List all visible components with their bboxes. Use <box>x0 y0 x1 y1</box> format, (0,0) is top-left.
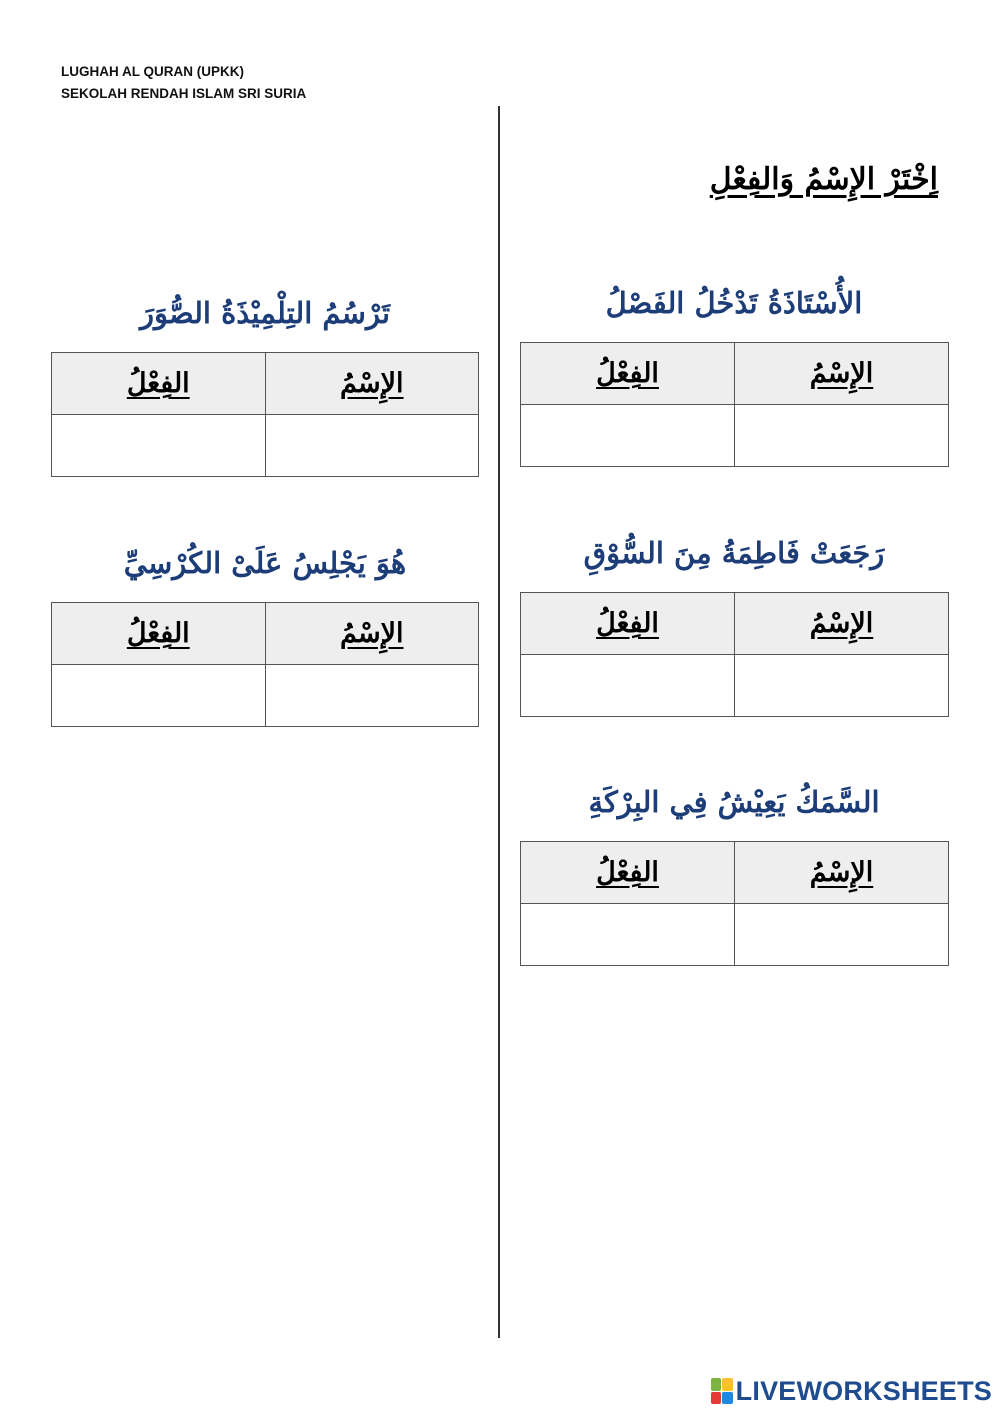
exercise-3-ism-header <box>735 842 949 904</box>
exercise-3-fil-answer[interactable] <box>521 904 735 966</box>
fil-label: الفِعْلُ <box>126 368 190 399</box>
exercise-1-ism-header <box>735 343 949 405</box>
exercise-1-fil-answer[interactable] <box>521 405 735 467</box>
exercise-2-ism-header <box>735 593 949 655</box>
exercise-3-table <box>520 841 949 966</box>
exercise-4-ism-header <box>265 353 479 415</box>
logo-text: LIVEWORKSHEETS <box>735 1375 992 1406</box>
exercise-5-ism-answer[interactable] <box>265 665 479 727</box>
exercise-2-sentence: رَجَعَتْ فَاطِمَةُ مِنَ السُّوْقِ <box>583 536 885 570</box>
exercise-1-sentence: الأُسْتَاذَةُ تَدْخُلُ الفَصْلُ <box>605 286 863 320</box>
ism-label: الإِسْمُ <box>340 618 404 649</box>
liveworksheets-logo[interactable] <box>711 1373 992 1409</box>
ism-label: الإِسْمُ <box>809 857 874 888</box>
exercise-3-fil-header <box>521 842 735 904</box>
logo-square-1 <box>711 1378 722 1391</box>
ism-label: الإِسْمُ <box>340 368 404 399</box>
fil-label: الفِعْلُ <box>596 857 659 888</box>
exercise-4-ism-answer[interactable] <box>265 415 479 477</box>
fil-label: الفِعْلُ <box>596 608 659 639</box>
document-header <box>61 61 306 105</box>
exercise-2-table <box>520 592 949 717</box>
exercise-5-fil-answer[interactable] <box>52 665 266 727</box>
exercise-1-table <box>520 342 949 467</box>
ism-label: الإِسْمُ <box>809 608 874 639</box>
exercise-4-sentence: تَرْسُمُ التِلْمِيْذَةُ الصُّوَرَ <box>139 296 391 330</box>
logo-square-2 <box>722 1378 733 1391</box>
header-school: SEKOLAH RENDAH ISLAM SRI SURIA <box>61 86 307 101</box>
exercise-3-ism-answer[interactable] <box>735 904 949 966</box>
exercise-3-sentence: السَّمَكُ يَعِيْشُ فِي البِرْكَةِ <box>588 785 880 819</box>
header-title: LUGHAH AL QURAN (UPKK) <box>61 64 244 79</box>
exercise-5-ism-header <box>265 603 479 665</box>
exercise-1-ism-answer[interactable] <box>735 405 949 467</box>
fil-label: الفِعْلُ <box>126 618 190 649</box>
exercise-4-table <box>51 352 479 477</box>
column-divider <box>498 106 500 1338</box>
exercise-2-fil-answer[interactable] <box>521 655 735 717</box>
exercise-1-fil-header <box>521 343 735 405</box>
exercise-5-sentence: هُوَ يَجْلِسُ عَلَىْ الكُرْسِيِّ <box>123 546 407 580</box>
fil-label: الفِعْلُ <box>596 358 659 389</box>
exercise-5-fil-header <box>52 603 266 665</box>
logo-icon <box>711 1378 733 1404</box>
exercise-4-fil-header <box>52 353 266 415</box>
exercise-5-table <box>51 602 479 727</box>
instruction-heading: اِخْتَرْ الإِسْمُ وَالفِعْلِ <box>709 162 938 197</box>
logo-square-4 <box>722 1392 733 1405</box>
exercise-2-fil-header <box>521 593 735 655</box>
exercise-2-ism-answer[interactable] <box>735 655 949 717</box>
logo-square-3 <box>711 1392 722 1405</box>
ism-label: الإِسْمُ <box>809 358 874 389</box>
exercise-4-fil-answer[interactable] <box>52 415 266 477</box>
